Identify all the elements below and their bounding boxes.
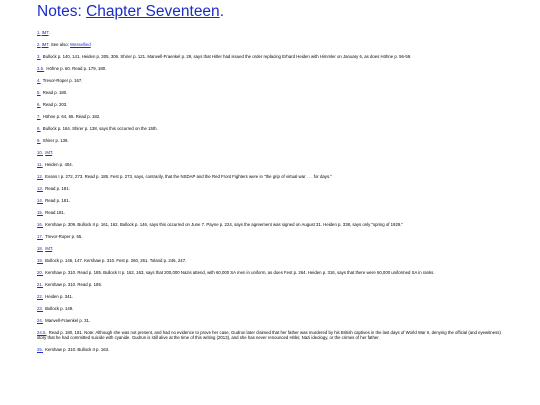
note-number-link[interactable]: 25. [37, 346, 43, 352]
note-number-link[interactable]: 18. [37, 245, 43, 251]
note-number-link[interactable]: 17. [37, 233, 43, 239]
note-item [37, 246, 507, 251]
note-number-link[interactable]: 12. [37, 173, 43, 179]
note-item [37, 138, 507, 143]
note-item [37, 78, 507, 83]
note-number-link[interactable]: 8. [37, 125, 41, 131]
note-item [37, 186, 507, 191]
note-number-link[interactable]: 24. [37, 317, 43, 323]
note-item [37, 294, 507, 299]
note-text: Kershaw p. 309. Bullock II p. 161, 162. Bullock p. 146, says this occurred on June 7. Payne p. 224, says the agreement was signed on August 31. Heiden p. 338, says only "spring of 1929." [43, 221, 403, 227]
note-item [37, 114, 507, 119]
chapter-link[interactable]: Chapter Seventeen [86, 3, 220, 20]
note-number-link[interactable]: 3. [37, 53, 41, 59]
note-text: Read p. 203. [41, 101, 68, 107]
note-number-link[interactable]: 1. [37, 30, 41, 35]
note-text: Trevor-Roper p. 65. [43, 233, 83, 239]
note-item [37, 150, 507, 155]
title-prefix: Notes: [37, 3, 87, 20]
note-item [37, 174, 507, 179]
reference-link[interactable]: Wessel [70, 41, 85, 47]
reference-link[interactable]: IMT [45, 245, 53, 251]
note-number-link[interactable]: 6. [37, 101, 41, 107]
note-number-link[interactable]: 3.5. [37, 65, 45, 71]
note-item [37, 162, 507, 167]
note-text: Trevor-Roper p. 167. [41, 77, 83, 83]
note-item [37, 198, 507, 203]
note-number-link[interactable]: 16. [37, 221, 43, 227]
title-suffix: . [219, 3, 224, 20]
note-text: Bullock p. 149. [43, 305, 74, 311]
note-item [37, 318, 507, 323]
note-text: Kershaw p. 310. Read p. 185. Bullock II p. 162, 163, says that 200,000 Nazis attend, with 60,000 SA men in uniform, as does Fest p. 264. Heiden p. 316, says that there were 60,000 uniformed SA in ranks. [43, 269, 435, 275]
note-text: Höhne p. 60. Read p. 179, 180. [45, 65, 107, 71]
note-item [37, 210, 507, 215]
note-text: . See also: [48, 41, 71, 47]
note-text: Read p. 180. [41, 89, 68, 95]
note-text: Manvell-Fraenkel p. 31. [43, 317, 91, 323]
note-item [37, 347, 507, 352]
note-number-link[interactable]: 14. [37, 197, 43, 203]
note-number-link[interactable]: 2. [37, 41, 41, 47]
note-text: Kershaw p. 310. Bullock II p. 163. [43, 346, 110, 352]
reference-link[interactable]: lied [84, 41, 91, 47]
note-item [37, 54, 507, 59]
note-text: Evans I p. 272, 273. Read p. 185. Fest p. 273, says, contrarily, that the NSDAP and the Red Front Fighters were in "the grip of virtual war . . . for days." [43, 173, 332, 179]
note-text: Read 181. [43, 209, 66, 215]
note-number-link[interactable]: 24.5. [37, 329, 47, 335]
note-number-link[interactable]: 13. [37, 185, 43, 191]
note-number-link[interactable]: 19. [37, 257, 43, 263]
note-text: . [52, 245, 54, 251]
note-number-link[interactable]: 4. [37, 77, 41, 83]
notes-list [37, 30, 507, 359]
note-number-link[interactable]: 11. [37, 161, 43, 167]
note-number-link[interactable]: 15. [37, 209, 43, 215]
note-text: Bullock p. 164. Shirer p. 138, says this occurred on the 15th. [41, 125, 158, 131]
note-text: Höhne p. 64, 65. Read p. 182. [41, 113, 101, 119]
note-item [37, 258, 507, 263]
note-text: Shirer p. 139. [41, 137, 69, 143]
note-text: . [52, 149, 54, 155]
note-item [37, 234, 507, 239]
note-item [37, 126, 507, 131]
note-text: Bullock p. 140, 141. Heiden p. 305, 306. Shirer p. 121. Manvell-Fraenkel p. 29, says that Hitler had issued the order replacing Erhard Heiden with Himmler on January 6, as does Höhne p. 56-59. [41, 53, 412, 59]
note-text: Kershaw p. 310. Read p. 185. [43, 281, 103, 287]
reference-link[interactable]: IMT [41, 41, 49, 47]
note-item [37, 42, 507, 47]
note-number-link[interactable]: 23. [37, 305, 43, 311]
page-title [37, 3, 224, 21]
note-item [37, 330, 507, 340]
note-item [37, 66, 507, 71]
note-text: Read p. 180, 181. Note: Although she was not present, and had no evidence to prove her case, Gudrun later claimed that her father was murdered by his British captives in the last days of World War II, denying the official (and eyewitness) story that he had committed suicide with cyanide. Gudrun is still alive at the time of this writing (2013), and she has never renounced Hitler, Nazi ideology, or the crimes of her father. [37, 329, 501, 340]
note-item [37, 306, 507, 311]
note-text: Bullock p. 146, 147. Kershaw p. 310. Fest p. 260, 261. Toland p. 246, 247. [43, 257, 187, 263]
note-number-link[interactable]: 9. [37, 137, 41, 143]
note-item [37, 90, 507, 95]
note-text: Read p. 181. [43, 185, 70, 191]
note-item [37, 30, 507, 35]
note-item [37, 102, 507, 107]
note-item [37, 222, 507, 227]
reference-link[interactable]: IMT [45, 149, 53, 155]
note-number-link[interactable]: 10. [37, 149, 43, 155]
note-text: Heiden p. 341. [43, 293, 74, 299]
note-number-link[interactable]: 20. [37, 269, 43, 275]
note-text: Read p. 181. [43, 197, 70, 203]
note-number-link[interactable]: 7. [37, 113, 41, 119]
note-item [37, 270, 507, 275]
reference-link[interactable]: IMT [41, 30, 49, 35]
note-item [37, 282, 507, 287]
note-number-link[interactable]: 21. [37, 281, 43, 287]
note-text: . [48, 30, 50, 35]
note-number-link[interactable]: 5. [37, 89, 41, 95]
note-text: Heiden p. 404. [43, 161, 73, 167]
note-number-link[interactable]: 22. [37, 293, 43, 299]
